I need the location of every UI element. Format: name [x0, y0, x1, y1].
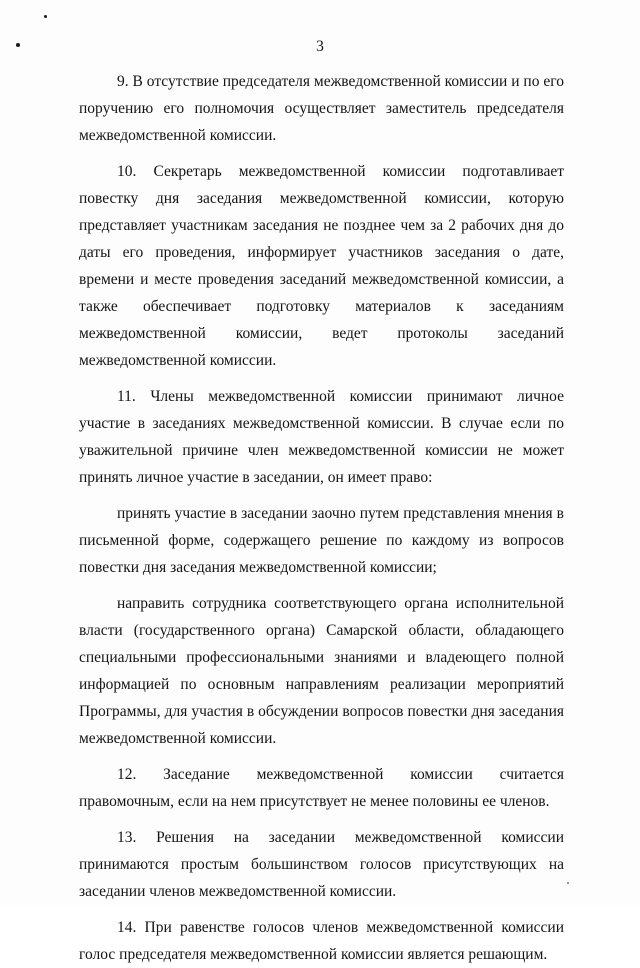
scan-speck	[567, 882, 569, 884]
page-number: 3	[316, 38, 324, 55]
paragraph-11-option-1: принять участие в заседании заочно путем представления мнения в письменной форме, содержащего решение по каждому из вопросов повестки дня заседания межведомственной комиссии;	[79, 505, 564, 576]
scan-speck	[44, 15, 47, 18]
paragraph-11-option-2: направить сотрудника соответствующего органа исполнительной власти (государственного органа) Самарской области, обладающего специальными профессиональными знаниями и владеющего полной информацией по основным направлениям реализации мероприятий Программы, для участия в обсуждении вопросов повестки дня заседания межведомственной комиссии.	[79, 595, 564, 747]
paragraph-14: 14. При равенстве голосов членов межведомственной комиссии голос председателя межведомственной комиссии является решающим.	[79, 919, 564, 963]
document-body	[79, 68, 564, 968]
paragraph-11: 11. Члены межведомственной комиссии принимают личное участие в заседаниях межведомственной комиссии. В случае если по уважительной причине член межведомственной комиссии не может принять личное участие в заседании, он имеет право:	[79, 388, 564, 486]
paragraph-9: 9. В отсутствие председателя межведомственной комиссии и по его поручению его полномочия осуществляет заместитель председателя межведомственной комиссии.	[79, 73, 564, 144]
paragraph-12: 12. Заседание межведомственной комиссии считается правомочным, если на нем присутствует не менее половины ее членов.	[79, 766, 564, 810]
paragraph-13: 13. Решения на заседании межведомственной комиссии принимаются простым большинством голосов присутствующих на заседании членов межведомственной комиссии.	[79, 829, 564, 900]
paragraph-10: 10. Секретарь межведомственной комиссии подготавливает повестку дня заседания межведомственной комиссии, которую представляет участникам заседания не позднее чем за 2 рабочих дня до даты его проведения, информирует участников заседания о дате, времени и месте проведения заседаний межведомственной комиссии, а также обеспечивает подготовку материалов к заседаниям межведомственной комиссии, ведет протоколы заседаний межведомственной комиссии.	[79, 163, 564, 369]
